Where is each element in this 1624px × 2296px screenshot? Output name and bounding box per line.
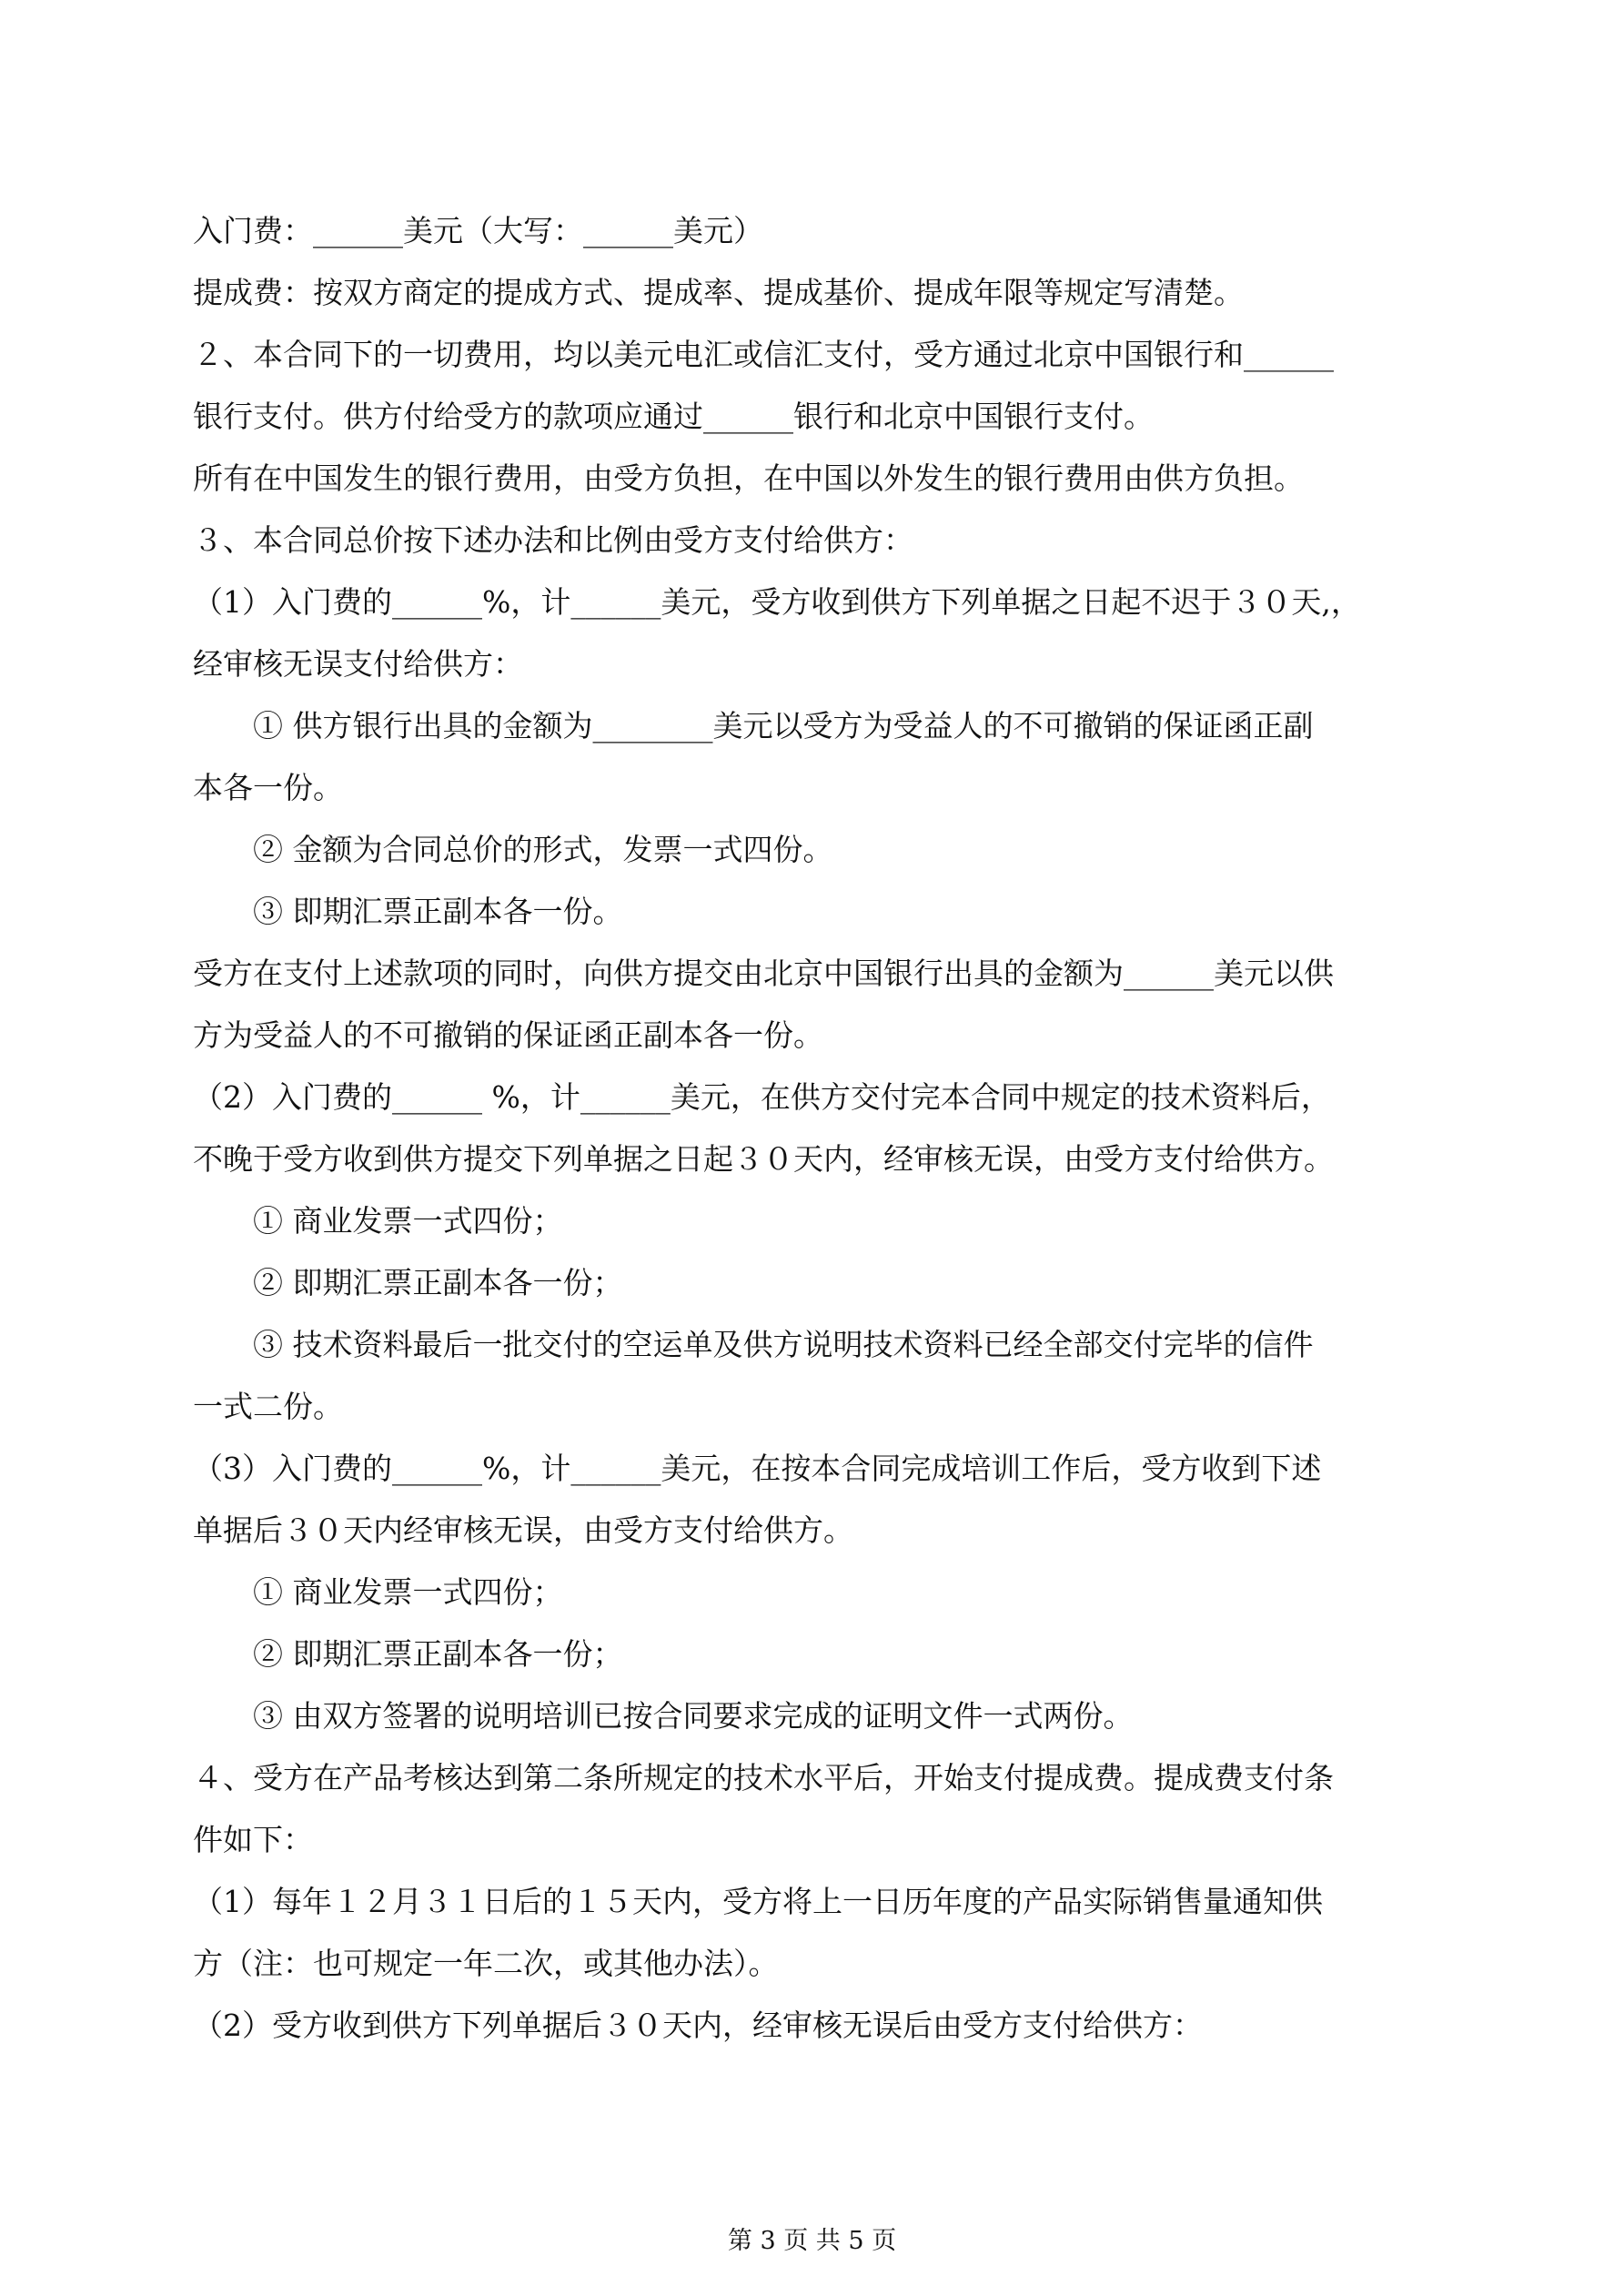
document-line: 所有在中国发生的银行费用，由受方负担，在中国以外发生的银行费用由供方负担。 [193, 460, 1304, 496]
document-line: 件如下： [193, 1822, 313, 1857]
document-line: ② 即期汇票正副本各一份； [253, 1636, 623, 1672]
document-line: ③ 即期汇票正副本各一份。 [253, 894, 623, 929]
document-line: ① 商业发票一式四份； [253, 1574, 563, 1610]
document-line: 一式二份。 [193, 1389, 343, 1424]
document-line: ① 供方银行出具的金额为________美元以受方为受益人的不可撤销的保证函正副 [253, 708, 1314, 743]
document-line: ② 即期汇票正副本各一份； [253, 1265, 623, 1300]
document-line: 银行支付。供方付给受方的款项应通过______银行和北京中国银行支付。 [193, 399, 1154, 434]
page-footer: 第 3 页 共 5 页 [727, 2227, 897, 2255]
document-line: （3）入门费的______%，计______美元，在按本合同完成培训工作后，受方收到下述 [193, 1451, 1322, 1486]
document-body [193, 200, 1441, 2057]
document-line: ③ 由双方签署的说明培训已按合同要求完成的证明文件一式两份。 [253, 1698, 1134, 1734]
document-line: ４、受方在产品考核达到第二条所规定的技术水平后，开始支付提成费。提成费支付条 [193, 1760, 1334, 1795]
document-line: 方为受益人的不可撤销的保证函正副本各一份。 [193, 1017, 823, 1053]
document-line: （2）受方收到供方下列单据后３０天内，经审核无误后由受方支付给供方： [193, 2008, 1203, 2043]
document-line: ① 商业发票一式四份； [253, 1203, 563, 1239]
document-line: （2）入门费的______ %，计______美元，在供方交付完本合同中规定的技术资料后， [193, 1079, 1331, 1115]
document-line: ３、本合同总价按下述办法和比例由受方支付给供方： [193, 522, 913, 558]
document-line: 提成费：按双方商定的提成方式、提成率、提成基价、提成年限等规定写清楚。 [193, 275, 1244, 310]
document-line: 方（注：也可规定一年二次，或其他办法）。 [193, 1946, 779, 1981]
document-line: 入门费：______美元（大写：______美元） [193, 213, 763, 248]
document-line: 受方在支付上述款项的同时，向供方提交由北京中国银行出具的金额为______美元以供 [193, 956, 1334, 991]
document-line: 本各一份。 [193, 770, 343, 805]
document-line: ２、本合同下的一切费用，均以美元电汇或信汇支付，受方通过北京中国银行和______ [193, 337, 1334, 372]
document-line: ② 金额为合同总价的形式，发票一式四份。 [253, 832, 833, 867]
document-line: ③ 技术资料最后一批交付的空运单及供方说明技术资料已经全部交付完毕的信件 [253, 1327, 1314, 1362]
document-line: （1）入门费的______%，计______美元，受方收到供方下列单据之日起不迟于３０天,， [193, 584, 1361, 620]
document-line: （1）每年１２月３１日后的１５天内，受方将上一日历年度的产品实际销售量通知供 [193, 1884, 1323, 1919]
document-line: 单据后３０天内经审核无误，由受方支付给供方。 [193, 1512, 853, 1548]
document-line: 不晚于受方收到供方提交下列单据之日起３０天内，经审核无误，由受方支付给供方。 [193, 1141, 1334, 1177]
document-line: 经审核无误支付给供方： [193, 646, 523, 682]
